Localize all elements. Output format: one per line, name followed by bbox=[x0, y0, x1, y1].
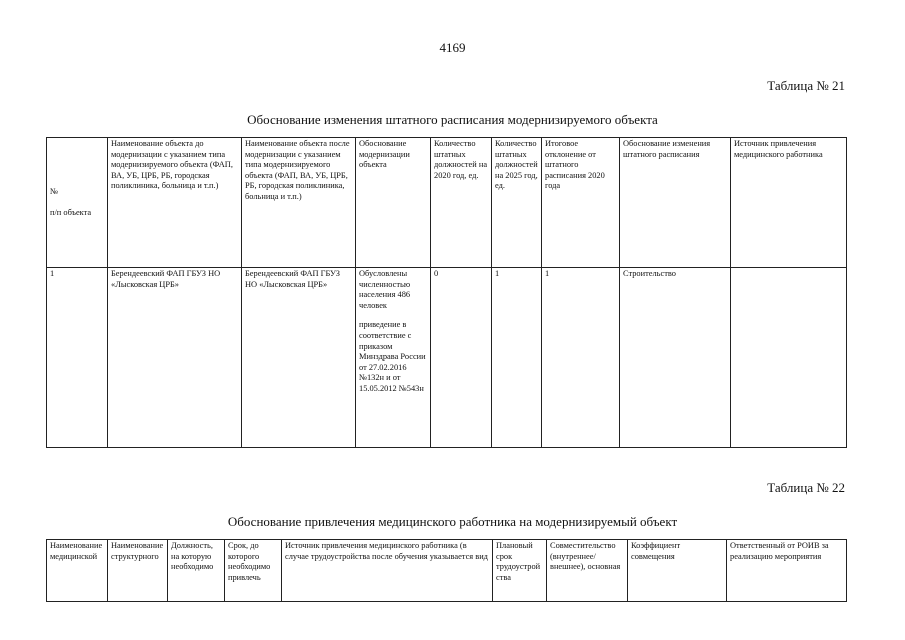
reason-order: приведение в соответствие с приказом Минздрава России от 27.02.2016 №132н и от 15.05.2012 №543н bbox=[359, 320, 426, 393]
header-total-deviation: Итоговое отклонение от штатного расписания 2020 года bbox=[542, 138, 620, 268]
cell-positions-2025: 1 bbox=[492, 268, 542, 448]
header-hiring-source: Источник привлечения медицинского работника (в случае трудоустройства после обучения указывается вид bbox=[282, 540, 493, 602]
table-21-title: Обоснование изменения штатного расписания модернизируемого объекта bbox=[247, 112, 658, 127]
table-22 bbox=[46, 539, 847, 602]
table-22-title: Обоснование привлечения медицинского работника на модернизируемый объект bbox=[227, 514, 678, 529]
table-22-label: Таблица № 22 bbox=[767, 480, 845, 495]
cell-modernization-reason bbox=[356, 268, 431, 448]
header-object-before: Наименование объекта до модернизации с указанием типа модернизируемого объекта (ФАП, ВА, УБ, ЦРБ, РБ, городская поликлиника, больница и т.п.) bbox=[108, 138, 242, 268]
cell-staffing-change-reason: Строительство bbox=[620, 268, 731, 448]
table-21 bbox=[46, 137, 847, 448]
header-part-time: Совместительство (внутреннее/внешнее), основная bbox=[547, 540, 628, 602]
header-medical-org: Наименование медицинской bbox=[47, 540, 108, 602]
cell-total-deviation: 1 bbox=[542, 268, 620, 448]
header-structural-unit: Наименование структурного bbox=[108, 540, 168, 602]
cell-worker-source bbox=[731, 268, 847, 448]
header-combination-ratio: Коэффициент совмещения bbox=[628, 540, 727, 602]
cell-number: 1 bbox=[47, 268, 108, 448]
header-staffing-change-reason: Обоснование изменения штатного расписания bbox=[620, 138, 731, 268]
table-21-header-row bbox=[47, 138, 847, 268]
table-row bbox=[47, 268, 847, 448]
header-responsible-roiv: Ответственный от РОИВ за реализацию мероприятия bbox=[727, 540, 847, 602]
header-worker-source: Источник привлечения медицинского работника bbox=[731, 138, 847, 268]
header-number bbox=[47, 138, 108, 268]
header-deadline: Срок, до которого необходимо привлечь bbox=[225, 540, 282, 602]
cell-object-after: Берендеевский ФАП ГБУЗ НО «Лысковская ЦРБ» bbox=[242, 268, 356, 448]
reason-population: Обусловлены численностью населения 486 человек bbox=[359, 269, 411, 310]
cell-positions-2020: 0 bbox=[431, 268, 492, 448]
header-number-label: п/п объекта bbox=[50, 208, 92, 217]
table-22-header-row bbox=[47, 540, 847, 602]
header-positions-2020: Количество штатных должностей на 2020 год, ед. bbox=[431, 138, 492, 268]
page-number: 4169 bbox=[439, 40, 466, 55]
header-planned-date: Плановый срок трудоустройства bbox=[493, 540, 547, 602]
cell-object-before: Берендеевский ФАП ГБУЗ НО «Лысковская ЦРБ» bbox=[108, 268, 242, 448]
table-21-label: Таблица № 21 bbox=[767, 78, 845, 93]
header-position: Должность, на которую необходимо bbox=[168, 540, 225, 602]
header-modernization-reason: Обоснование модернизации объекта bbox=[356, 138, 431, 268]
header-number-sign: № bbox=[50, 187, 58, 197]
header-object-after: Наименование объекта после модернизации с указанием типа модернизируемого объекта (ФАП, ВА, УБ, ЦРБ, РБ, городская поликлиника, больница и т.п.) bbox=[242, 138, 356, 268]
header-positions-2025: Количество штатных должностей на 2025 год, ед. bbox=[492, 138, 542, 268]
